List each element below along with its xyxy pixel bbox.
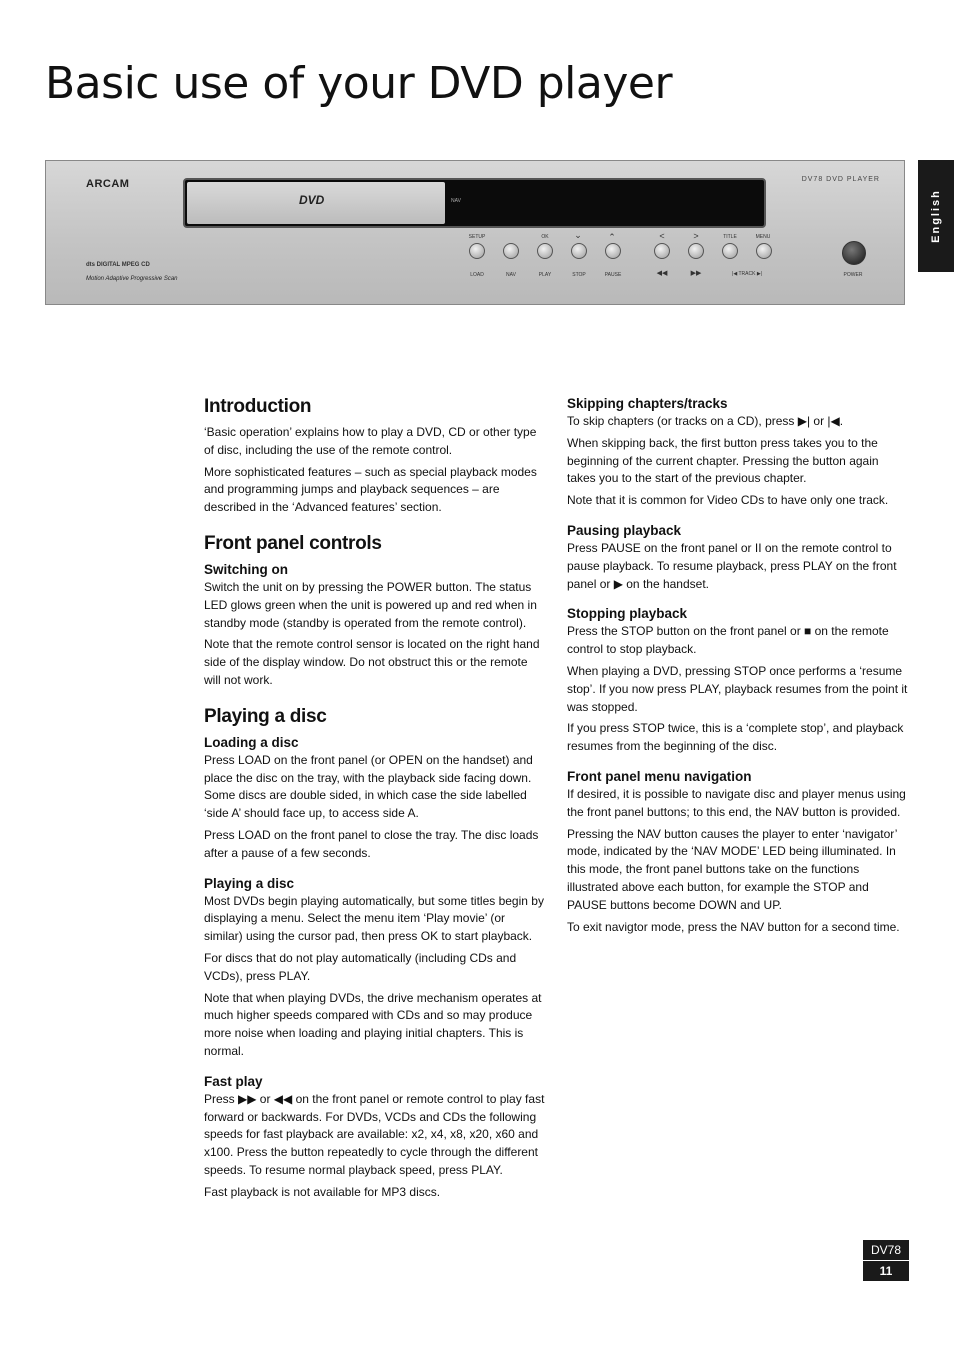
section-heading: Introduction (204, 396, 312, 417)
paragraph: If desired, it is possible to navigate disc and player menus using the front panel buttons; to this end, the NAV button is provided. (567, 786, 906, 819)
introduction-section (204, 395, 546, 517)
playing-a-disc-section (204, 705, 546, 1202)
power-button (842, 241, 866, 265)
front-panel-controls-section (204, 532, 546, 690)
subheading: Skipping chapters/tracks (567, 396, 728, 411)
page-number: 11 (863, 1261, 909, 1281)
pause-button (605, 243, 621, 259)
play-label: PLAY (538, 272, 552, 278)
menu-label: MENU (755, 234, 771, 240)
ok-label: OK (541, 234, 549, 240)
paragraph: Press LOAD on the front panel (or OPEN on the handset) and place the disc on the tray, with the playback side facing down. Some discs are double sided, in which case the side labelled ‘side A’ should face up, to access side A. (204, 752, 533, 821)
scan-label: Motion Adaptive Progressive Scan (86, 276, 178, 282)
setup-label: SETUP (468, 234, 486, 240)
menu-navigation-subsection (567, 768, 909, 936)
fast-forward-button (688, 243, 704, 259)
right-arrow-icon: > (693, 231, 699, 241)
display-window (183, 178, 766, 228)
paragraph: Press PAUSE on the front panel or II on the remote control to pause playback. To resume playback, press PLAY on the front panel or ▶ on the handset. (567, 540, 897, 591)
paragraph: When playing a DVD, pressing STOP once performs a ‘resume stop’. If you now press PLAY, playback resumes from the point it was stopped. (567, 663, 908, 714)
paragraph: When skipping back, the first button press takes you to the beginning of the current chapter. Pressing the button again takes you to the start of the previous chapter. (567, 435, 879, 486)
stop-label: STOP (572, 272, 586, 278)
subheading: Fast play (204, 1073, 263, 1089)
language-tab-label: English (930, 189, 942, 243)
nav-button (503, 243, 519, 259)
track-prev-icon: |◀ (732, 271, 738, 277)
panel-model-label: DV78 DVD PLAYER (801, 176, 880, 183)
footer-model-label: DV78 (863, 1240, 909, 1260)
subheading: Switching on (204, 561, 288, 577)
load-button (469, 243, 485, 259)
paragraph: More sophisticated features – such as special playback modes and programming jumps and playback sequences – are described in the ‘Advanced features’ section. (204, 464, 537, 515)
paragraph: Pressing the NAV button causes the player to enter ‘navigator’ mode, indicated by the ‘NAV MODE’ LED being illuminated. In this mode, the front panel buttons take on the functions illustrated above each button, for example the STOP and PAUSE buttons become DOWN and UP. (567, 826, 897, 912)
left-column (204, 395, 546, 1217)
track-next-icon: ▶| (756, 271, 762, 277)
section-heading: Front panel controls (204, 532, 382, 554)
nav-led-label: NAV (451, 198, 461, 204)
rewind-button (654, 243, 670, 259)
fast-forward-icon: ▶▶ (690, 270, 702, 277)
disc-tray (187, 182, 445, 224)
left-arrow-icon: < (659, 231, 665, 241)
paragraph: Press LOAD on the front panel to close the tray. The disc loads after a pause of a few seconds. (204, 827, 539, 860)
paragraph: Press the STOP button on the front panel or ■ on the remote control to stop playback. (567, 624, 889, 657)
skipping-subsection (567, 395, 909, 510)
dvd-logo: DVD (299, 193, 325, 207)
right-column (567, 395, 909, 948)
paragraph: To skip chapters (or tracks on a CD), press ▶| or |◀. (567, 414, 844, 428)
track-label: |◀ TRACK ▶| (732, 271, 762, 277)
down-arrow-icon: ⌄ (574, 230, 582, 240)
format-logos: dts DIGITAL MPEG CD (86, 262, 150, 268)
subheading: Loading a disc (204, 734, 299, 750)
page-title: Basic use of your DVD player (45, 58, 673, 109)
paragraph: Most DVDs begin playing automatically, but some titles begin by displaying a menu. Select the menu item ‘Play movie’ (or similar) using the cursor pad, then press OK to start playback. (204, 893, 544, 944)
paragraph: ‘Basic operation’ explains how to play a DVD, CD or other type of disc, including the use of the remote control. (204, 425, 537, 457)
track-next-button (756, 243, 772, 259)
title-label: TITLE (723, 234, 737, 240)
pause-label: PAUSE (604, 272, 622, 278)
paragraph: Switch the unit on by pressing the POWER button. The status LED glows green when the unit is powered up and red when in standby mode (standby is operated from the remote control). (204, 579, 537, 630)
paragraph: Note that it is common for Video CDs to have only one track. (567, 493, 889, 508)
pausing-subsection (567, 522, 909, 593)
language-tab (918, 160, 954, 272)
paragraph: For discs that do not play automatically (including CDs and VCDs), press PLAY. (204, 950, 517, 983)
section-heading: Playing a disc (204, 705, 327, 727)
stopping-subsection (567, 605, 909, 756)
subheading: Pausing playback (567, 522, 682, 538)
track-prev-button (722, 243, 738, 259)
stop-button (571, 243, 587, 259)
loading-subsection (204, 734, 546, 863)
front-panel-illustration (45, 160, 905, 305)
paragraph: Note that the remote control sensor is located on the right hand side of the display window. Do not obstruct this or the remote will not work. (204, 637, 540, 687)
play-button (537, 243, 553, 259)
paragraph: Note that when playing DVDs, the drive mechanism operates at much higher speeds compared with CDs and so may produce more noise when loading and playing initial chapters. This is normal. (204, 990, 542, 1058)
nav-label: NAV (506, 272, 516, 278)
subheading: Stopping playback (567, 606, 688, 622)
paragraph: Fast playback is not available for MP3 discs. (204, 1184, 441, 1199)
rewind-icon: ◀◀ (656, 270, 668, 277)
up-arrow-icon: ⌃ (608, 232, 616, 242)
playing-subsection (204, 875, 546, 1061)
paragraph: Press ▶▶ or ◀◀ on the front panel or remote control to play fast forward or backwards. For DVDs, VCDs and CDs the following speeds for fast playback are available: x2, x4, x8, x20, x60 and x100. Press the button repeatedly to cycle through the different speeds. To resume normal playback speed, press PLAY. (204, 1091, 545, 1177)
brand-logo: ARCAM (86, 178, 130, 190)
paragraph: If you press STOP twice, this is a ‘complete stop’, and playback resumes from the beginning of the disc. (567, 721, 904, 754)
paragraph: To exit navigtor mode, press the NAV button for a second time. (567, 919, 900, 934)
subheading: Playing a disc (204, 875, 295, 891)
load-label: LOAD (470, 272, 484, 278)
power-label: POWER (843, 272, 863, 278)
fast-play-subsection (204, 1073, 546, 1202)
subheading: Front panel menu navigation (567, 768, 752, 784)
